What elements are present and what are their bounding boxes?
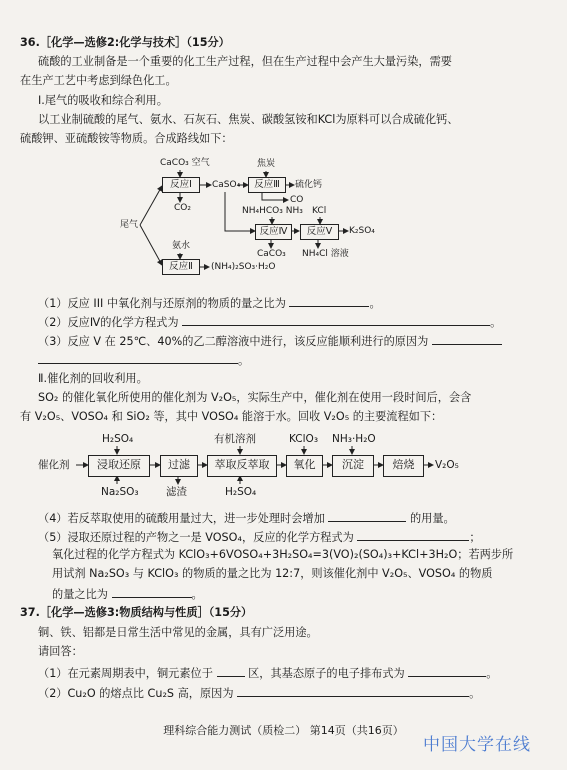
nh3h2o-label: NH₃·H₂O: [332, 433, 376, 445]
q36-sub3-text: （3）反应 V 在 25℃、40%的乙二醇溶液中进行，该反应能顺利进行的原因为: [38, 335, 429, 348]
q36-sub1-text: （1）反应 III 中氧化剂与还原剂的物质的量之比为: [38, 297, 286, 310]
part2-title: Ⅱ.催化剂的回收利用。: [38, 372, 148, 385]
tail-gas-label: 尾气: [120, 220, 139, 230]
q36-sub4-text: （4）若反萃取使用的硫酸用量过大，进一步处理时会增加: [38, 512, 325, 525]
q37-sub1-text: （1）在元素周期表中，铜元素位于: [38, 667, 213, 680]
leaching-reduction-box: 浸取还原: [88, 455, 150, 477]
reaction-2-box: 反应Ⅱ: [162, 259, 200, 275]
q36-sub5: （5）浸取还原过程的产物之一是 VOSO₄，反应的化学方程式为 ；: [38, 531, 481, 544]
answer-blank[interactable]: [289, 295, 369, 307]
cas-label: 硫化钙: [295, 180, 323, 190]
q36-sub3: [38, 333, 502, 349]
reaction-3-box: 反应Ⅲ: [248, 177, 286, 193]
answer-blank[interactable]: [432, 333, 502, 345]
co-label: CO: [290, 195, 304, 205]
part1-text-line2: 硫酸钾、亚硫酸铵等物质。合成路线如下：: [20, 132, 233, 145]
q36-sub5-text: （5）浸取还原过程的产物之一是 VOSO₄，反应的化学方程式为: [38, 531, 354, 544]
organic-solvent-label: 有机溶剂: [214, 433, 256, 445]
v2o5-product-label: V₂O₅: [435, 459, 459, 471]
q36-sub5-line2: 氧化过程的化学方程式为 KClO₃+6VOSO₄+3H₂SO₄=3(VO)₂(SO₄)₃+KCl+3H₂O；若两步所: [52, 548, 514, 561]
q36-sub5-line4: 的量之比为 。: [52, 588, 203, 601]
part2-text-line2: 有 V₂O₅、VOSO₄ 和 SiO₂ 等，其中 VOSO₄ 能溶于水。回收 V₂O₅ 的主要流程如下：: [20, 410, 443, 423]
reaction-1-box: 反应Ⅰ: [162, 177, 200, 193]
answer-blank[interactable]: [328, 510, 406, 522]
answer-blank[interactable]: [112, 586, 192, 598]
reaction-4-box: 反应Ⅳ: [255, 224, 292, 240]
q37-intro: 铜、铁、铝都是日常生活中常见的金属，具有广泛用途。: [38, 626, 318, 639]
h2so4-top-label: H₂SO₄: [102, 433, 134, 445]
answer-blank[interactable]: [182, 314, 490, 326]
nh4cl-label: NH₄Cl 溶液: [302, 249, 349, 259]
co2-label: CO₂: [174, 203, 191, 213]
q37-sub2-text: （2）Cu₂O 的熔点比 Cu₂S 高，原因为: [38, 687, 234, 700]
oxidation-box: 氧化: [286, 455, 323, 477]
nh4hco3-nh3-label: NH₄HCO₃ NH₃: [242, 206, 303, 216]
q36-header: 36.［化学—选修2:化学与技术］（15分）: [20, 36, 230, 49]
q36-sub5-text-end: 的量之比为: [52, 588, 108, 601]
roasting-box: 焙烧: [383, 455, 424, 477]
caco3-product-label: CaCO₃: [257, 249, 286, 259]
watermark: 中国大学在线: [423, 735, 531, 755]
q36-sub2-text: （2）反应Ⅳ的化学方程式为: [38, 316, 179, 329]
q36-intro-line2: 在生产工艺中考虑到绿色化工。: [20, 74, 177, 87]
caso4-label: CaSO₄: [212, 180, 241, 190]
q37-header: 37.［化学—选修3:物质结构与性质］（15分）: [20, 606, 253, 619]
q37-sub1-text-end: 区，其基态原子的电子排布式为: [248, 667, 405, 680]
k2so4-label: K₂SO₄: [349, 226, 375, 236]
ammonia-label: 氨水: [172, 241, 191, 251]
answer-blank[interactable]: [237, 685, 469, 697]
q36-intro-line1: 硫酸的工业制备是一个重要的化工生产过程，但在生产过程中会产生大量污染，需要: [38, 55, 452, 68]
answer-blank[interactable]: [38, 352, 238, 364]
part1-title: Ⅰ.尾气的吸收和综合利用。: [38, 94, 168, 107]
q37-sub2: （2）Cu₂O 的熔点比 Cu₂S 高，原因为 。: [38, 687, 481, 700]
ammonium-sulfite-label: (NH₄)₂SO₃·H₂O: [211, 262, 276, 272]
kclo3-label: KClO₃: [289, 433, 319, 445]
coke-label: 焦炭: [257, 159, 276, 169]
q36-sub3-cont: 。: [38, 352, 249, 368]
q36-sub4: [38, 510, 455, 526]
extraction-box: 萃取反萃取: [207, 455, 277, 477]
na2so3-label: Na₂SO₃: [101, 486, 139, 498]
page-footer: 理科综合能力测试（质检二） 第14页（共16页）: [163, 724, 404, 737]
q36-sub2: （2）反应Ⅳ的化学方程式为 。: [38, 316, 502, 329]
q36-sub4-text-end: 的用量。: [409, 512, 455, 525]
caco3-air-label: CaCO₃ 空气: [160, 158, 210, 168]
answer-blank[interactable]: [408, 665, 486, 677]
h2so4-bottom-label: H₂SO₄: [225, 486, 257, 498]
q36-sub1: （1）反应 III 中氧化剂与还原剂的物质的量之比为 。: [38, 297, 381, 310]
precipitation-box: 沉淀: [332, 455, 374, 477]
reaction-5-box: 反应Ⅴ: [300, 224, 339, 240]
q36-sub5-line3: 用试剂 Na₂SO₃ 与 KClO₃ 的物质的量之比为 12:7，则该催化剂中 V₂O₅、VOSO₄ 的物质: [52, 567, 493, 580]
q37-sub1: （1）在元素周期表中，铜元素位于 区，其基态原子的电子排布式为 。: [38, 667, 498, 680]
answer-blank[interactable]: [217, 665, 245, 677]
kcl-label: KCl: [312, 206, 327, 216]
part1-text-line1: 以工业制硫酸的尾气、氨水、石灰石、焦炭、碳酸氢铵和KCl为原料可以合成硫化钙、: [38, 113, 459, 126]
part2-text-line1: SO₂ 的催化氧化所使用的催化剂为 V₂O₅，实际生产中，催化剂在使用一段时间后，会含: [38, 391, 472, 404]
filter-residue-label: 滤渣: [166, 486, 187, 498]
q37-ask: 请回答：: [38, 645, 83, 658]
filtration-box: 过滤: [160, 455, 198, 477]
answer-blank[interactable]: [357, 529, 469, 541]
catalyst-start-label: 催化剂: [38, 459, 70, 471]
